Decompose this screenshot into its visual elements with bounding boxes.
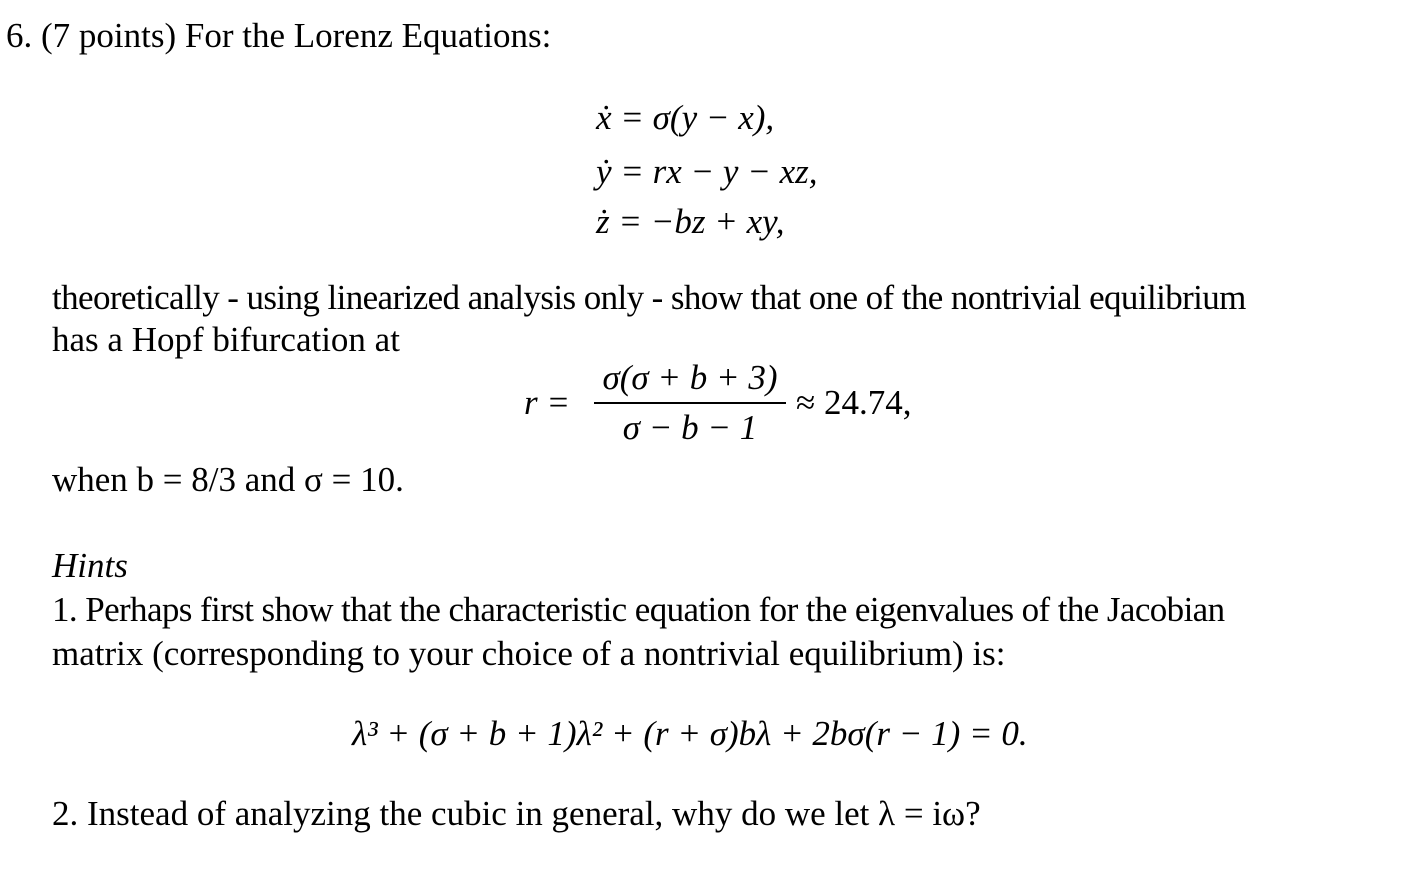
characteristic-equation: λ³ + (σ + b + 1)λ² + (r + σ)bλ + 2bσ(r − 1) = 0. xyxy=(352,714,1028,753)
body-text-line-2: has a Hopf bifurcation at xyxy=(52,320,400,359)
hint1-line-2: matrix (corresponding to your choice of a nontrivial equilibrium) is: xyxy=(52,634,1006,673)
hints-title: Hints xyxy=(52,546,128,585)
lorenz-equation-x: ẋ = σ(y − x), xyxy=(596,98,775,137)
formula-rhs: ≈ 24.74, xyxy=(796,383,912,422)
formula-numerator: σ(σ + b + 3) xyxy=(602,358,778,397)
formula-lhs: r = xyxy=(524,383,570,422)
fraction-bar xyxy=(594,402,786,404)
body-text-line-1: theoretically - using linearized analysis only - show that one of the nontrivial equilibrium xyxy=(52,278,1246,317)
lorenz-equation-z: ż = −bz + xy, xyxy=(596,202,785,241)
hint1-line-1: 1. Perhaps first show that the characteristic equation for the eigenvalues of the Jacobian xyxy=(52,590,1225,629)
question-heading: 6. (7 points) For the Lorenz Equations: xyxy=(6,16,552,55)
condition-text: when b = 8/3 and σ = 10. xyxy=(52,460,404,499)
lorenz-equation-y: ẏ = rx − y − xz, xyxy=(596,152,818,191)
hint2-text: 2. Instead of analyzing the cubic in general, why do we let λ = iω? xyxy=(52,794,981,833)
formula-denominator: σ − b − 1 xyxy=(622,408,758,447)
